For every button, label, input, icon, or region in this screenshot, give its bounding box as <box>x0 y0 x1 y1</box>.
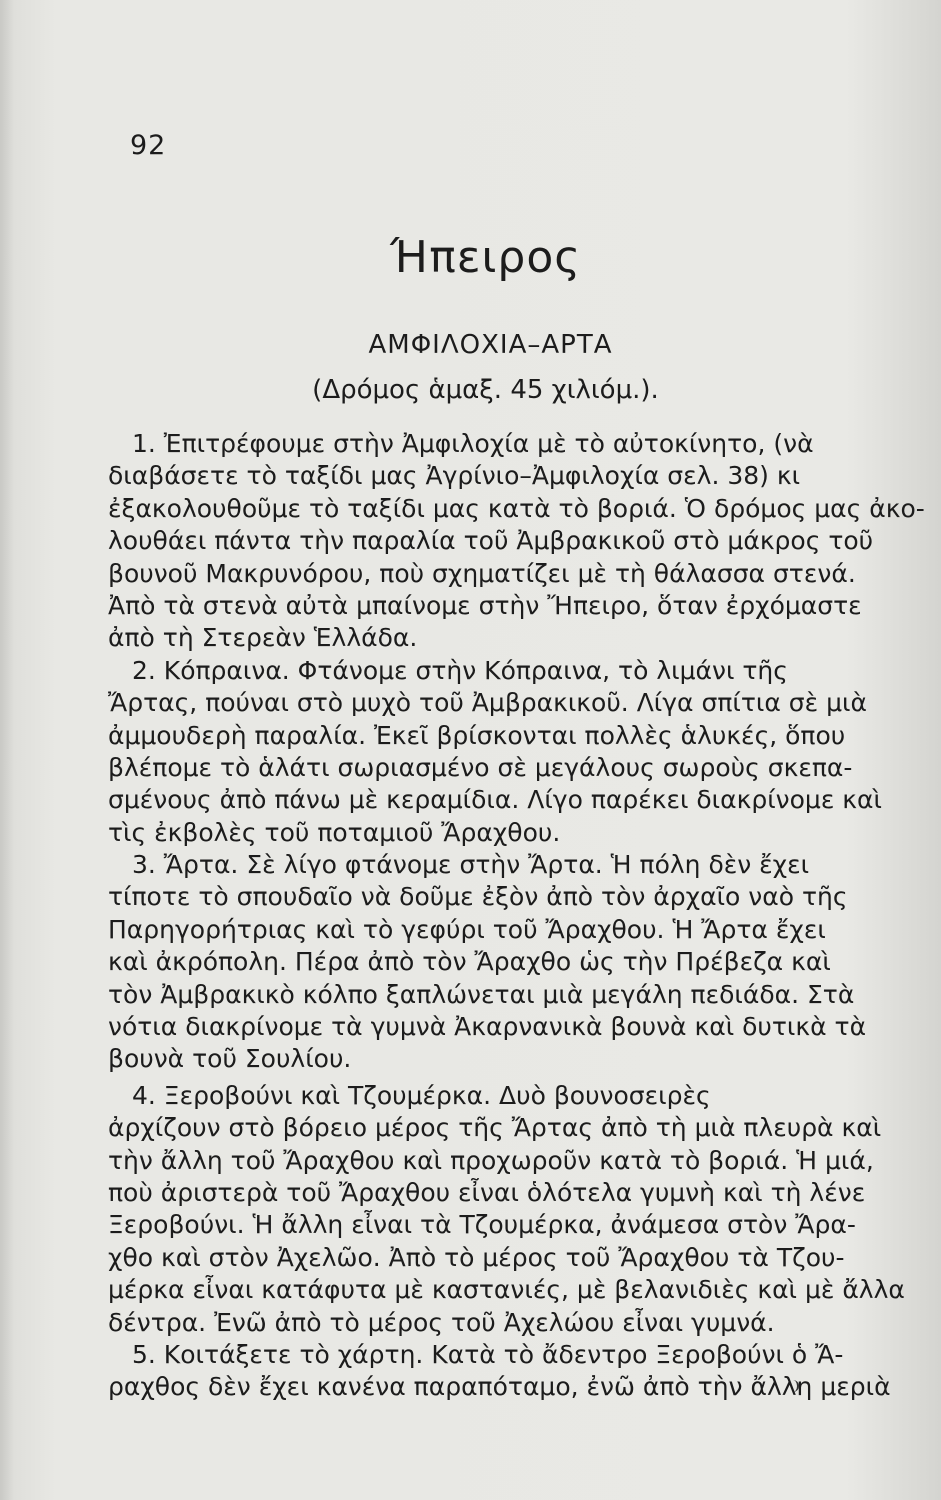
page-number: 92 <box>130 130 167 161</box>
paragraph-2-line: Ἄρτας, πούναι στὸ μυχὸ τοῦ Ἀμβρακικοῦ. Λίγα σπίτια σὲ μιὰ <box>108 688 867 718</box>
chapter-title: Ήπειρος <box>389 232 582 283</box>
paragraph-3-line: καὶ ἀκρόπολη. Πέρα ἀπὸ τὸν Ἄραχθο ὡς τὴν Πρέβεζα καὶ <box>108 947 831 977</box>
paragraph-4-line: ἀρχίζουν στὸ βόρειο μέρος τῆς Ἄρτας ἀπὸ τὴ μιὰ πλευρὰ καὶ <box>108 1113 882 1143</box>
paragraph-1-line: Ἀπὸ τὰ στενὰ αὐτὰ μπαίνομε στὴν Ἤπειρο, ὅταν ἐρχόμαστε <box>108 590 862 620</box>
paragraph-3-line: Παρηγορήτριας καὶ τὸ γεφύρι τοῦ Ἄραχθου. Ἡ Ἄρτα ἔχει <box>108 914 826 944</box>
section-subheading: (Δρόμος ἁμαξ. 45 χιλιόμ.). <box>312 375 659 405</box>
paragraph-4-line: δέντρα. Ἐνῶ ἀπὸ τὸ μέρος τοῦ Ἀχελώου εἶναι γυμνά. <box>108 1307 775 1337</box>
paragraph-2-line: ἀμμουδερὴ παραλία. Ἐκεῖ βρίσκονται πολλὲς ἁλυκές, ὅπου <box>108 720 846 750</box>
paragraph-1-line: ἐξακολουθοῦμε τὸ ταξίδι μας κατὰ τὸ βοριά. Ὁ δρόμος μας ἀκο- <box>108 493 925 523</box>
paragraph-2-line: 2. Κόπραινα. Φτάνομε στὴν Κόπραινα, τὸ λιμάνι τῆς <box>132 655 788 685</box>
paragraph-5-line: ραχθος δὲν ἔχει κανένα παραπόταμο, ἐνῶ ἀπὸ τὴν ἄλλη μεριὰ <box>108 1372 891 1402</box>
paragraph-3-line: 3. Ἄρτα. Σὲ λίγο φτάνομε στὴν Ἄρτα. Ἡ πόλη δὲν ἔχει <box>132 850 810 880</box>
paragraph-3-line: τίποτε τὸ σπουδαῖο νὰ δοῦμε ἐξὸν ἀπὸ τὸν ἀρχαῖο ναὸ τῆς <box>108 882 848 912</box>
paragraph-1-line: 1. Ἐπιτρέφουμε στὴν Ἀμφιλοχία μὲ τὸ αὐτοκίνητο, (νὰ <box>132 429 814 458</box>
paragraph-4-line: Ξεροβούνι. Ἡ ἄλλη εἶναι τὰ Τζουμέρκα, ἀνάμεσα στὸν Ἄρα- <box>108 1210 856 1240</box>
paragraph-2-line: σμένους ἀπὸ πάνω μὲ κεραμίδια. Λίγο παρέκει διακρίνομε καὶ <box>108 785 882 815</box>
paragraph-4-line: 4. Ξεροβούνι καὶ Τζουμέρκα. Δυὸ βουνοσειρὲς <box>132 1080 711 1110</box>
paragraph-4-line: τὴν ἄλλη τοῦ Ἄραχθου καὶ προχωροῦν κατὰ τὸ βοριά. Ἡ μιά, <box>108 1145 874 1175</box>
paragraph-4-line: χθο καὶ στὸν Ἀχελῶο. Ἀπὸ τὸ μέρος τοῦ Ἄραχθου τὰ Τζου- <box>108 1242 845 1272</box>
page-binding-shadow <box>0 0 14 1500</box>
body-text <box>108 428 938 1404</box>
paragraph-5-line: 5. Κοιτάξετε τὸ χάρτη. Κατὰ τὸ ἄδεντρο Ξεροβούνι ὁ Ἄ- <box>132 1339 844 1369</box>
paragraph-4-line: μέρκα εἶναι κατάφυτα μὲ καστανιές, μὲ βελανιδιὲς καὶ μὲ ἄλλα <box>108 1275 905 1305</box>
section-heading: ΑΜΦΙΛΟΧΙΑ–ΑΡΤΑ <box>368 330 613 360</box>
paragraph-1-line: λουθάει πάντα τὴν παραλία τοῦ Ἀμβρακικοῦ στὸ μάκρος τοῦ <box>108 526 874 556</box>
paragraph-2-line: τὶς ἐκβολὲς τοῦ ποταμιοῦ Ἄραχθου. <box>108 817 561 847</box>
paragraph-2-line: βλέπομε τὸ ἁλάτι σωριασμένο σὲ μεγάλους σωροὺς σκεπα- <box>108 752 853 782</box>
paragraph-3-line: βουνὰ τοῦ Σουλίου. <box>108 1044 352 1074</box>
paragraph-1-line: βουνοῦ Μακρυνόρου, ποὺ σχηματίζει μὲ τὴ θάλασσα στενά. <box>108 558 856 588</box>
paragraph-3-line: νότια διακρίνομε τὰ γυμνὰ Ἀκαρνανικὰ βουνὰ καὶ δυτικὰ τὰ <box>108 1012 867 1042</box>
paragraph-3-line: τὸν Ἀμβρακικὸ κόλπο ξαπλώνεται μιὰ μεγάλη πεδιάδα. Στὰ <box>108 979 855 1009</box>
paragraph-1-line: ἀπὸ τὴ Στερεὰν Ἑλλάδα. <box>108 623 418 653</box>
paragraph-1-line: διαβάσετε τὸ ταξίδι μας Ἀγρίνιο–Ἀμφιλοχία σελ. 38) κι <box>108 461 801 491</box>
paragraph-4-line: ποὺ ἀριστερὰ τοῦ Ἄραχθου εἶναι ὁλότελα γυμνὴ καὶ τὴ λένε <box>108 1177 866 1207</box>
